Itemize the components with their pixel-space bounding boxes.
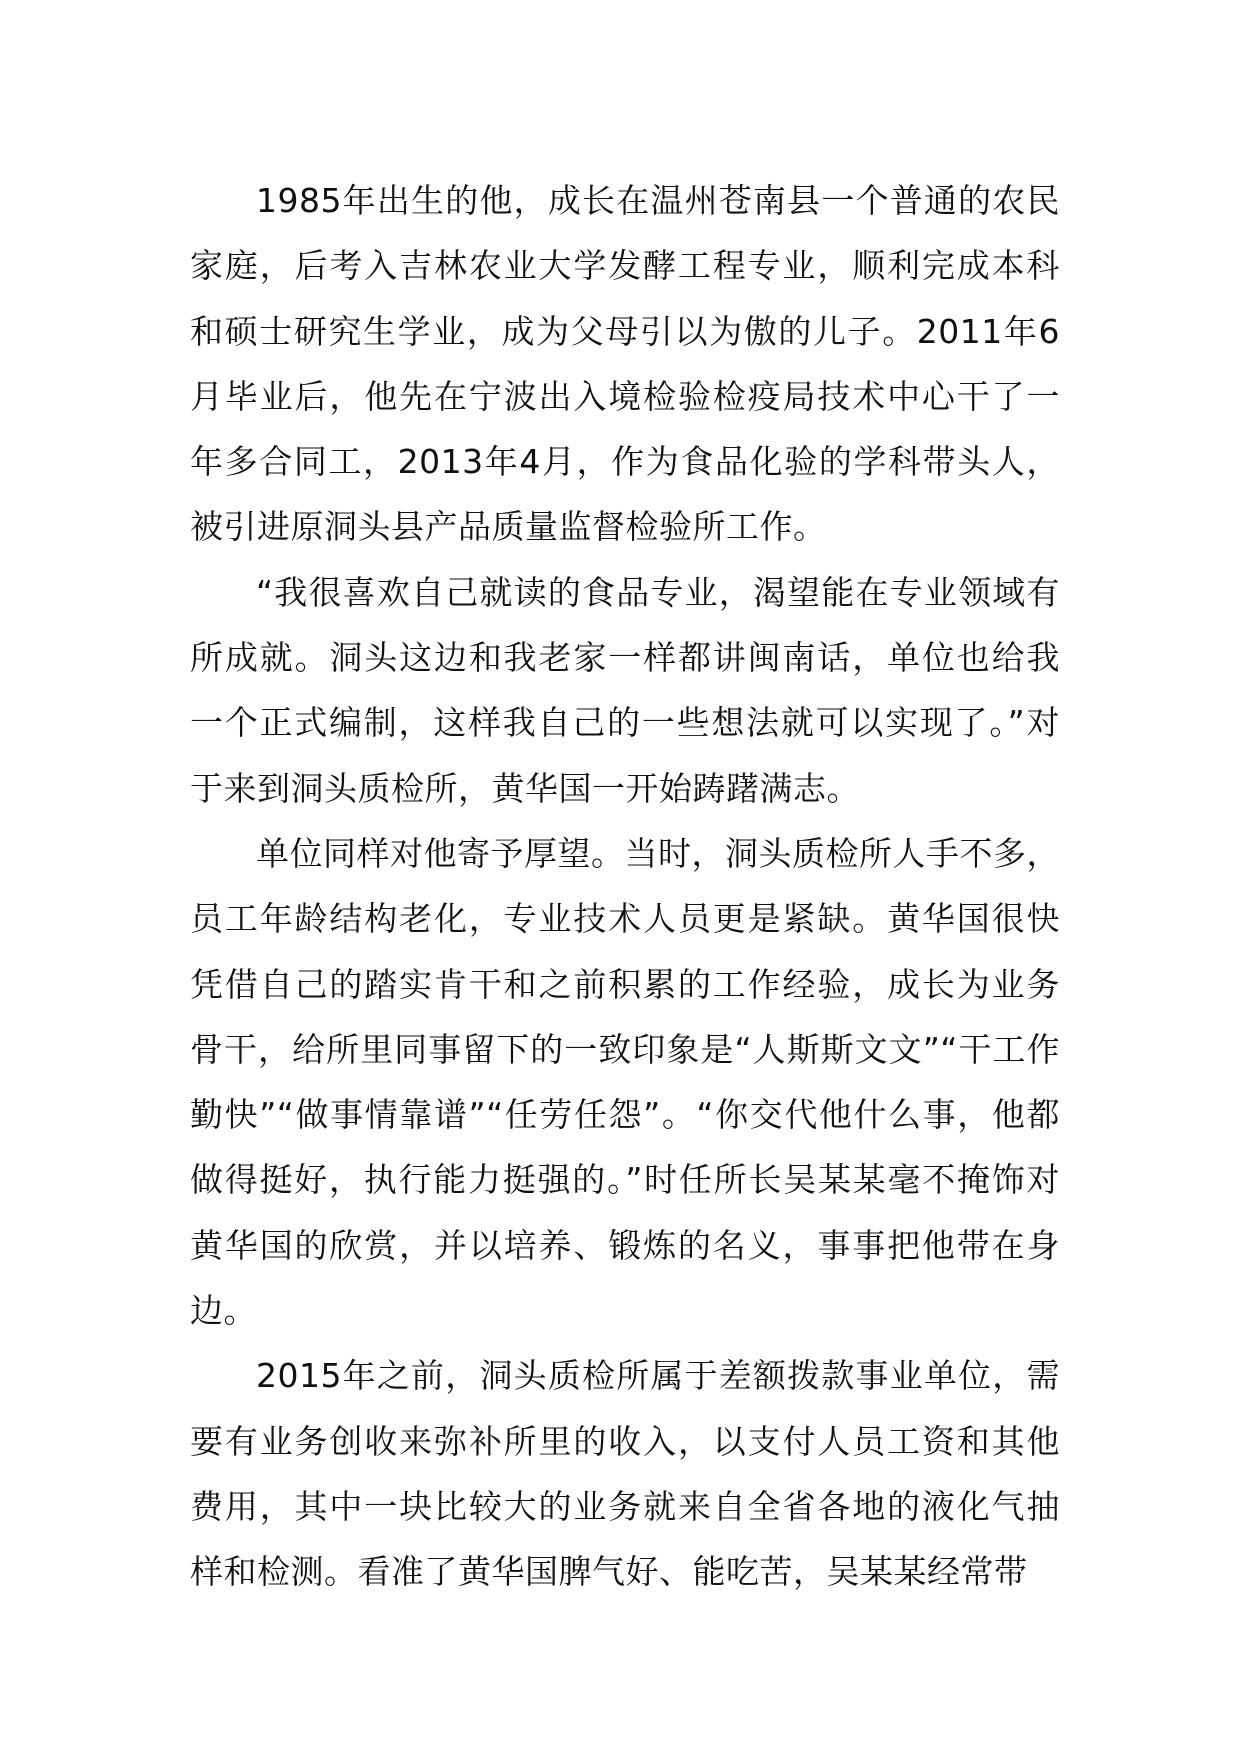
paragraph-1: 1985年出生的他，成长在温州苍南县一个普通的农民家庭，后考入吉林农业大学发酵工程专业，顺利完成本科和硕士研究生学业，成为父母引以为傲的儿子。2011年6月毕业后，他先在宁波出入境检验检疫局技术中心干了一年多合同工，2013年4月，作为食品化验的学科带头人，被引进原洞头县产品质量监督检验所工作。 (190, 181, 1060, 547)
article-body (190, 168, 1060, 1605)
paragraph-3: 单位同样对他寄予厚望。当时，洞头质检所人手不多，员工年龄结构老化，专业技术人员更是紧缺。黄华国很快凭借自己的踏实肯干和之前积累的工作经验，成长为业务骨干，给所里同事留下的一致印象是“人斯斯文文”“干工作勤快”“做事情靠谱”“任劳任怨”。“你交代他什么事，他都做得挺好，执行能力挺强的。”时任所长吴某某毫不掩饰对黄华国的欣赏，并以培养、锻炼的名义，事事把他带在身边。 (190, 833, 1060, 1331)
paragraph-4: 2015年之前，洞头质检所属于差额拨款事业单位，需要有业务创收来弥补所里的收入，以支付人员工资和其他费用，其中一块比较大的业务就来自全省各地的液化气抽样和检测。看准了黄华国脾气好、能吃苦，吴某某经常带 (190, 1356, 1060, 1592)
paragraph-2: “我很喜欢自己就读的食品专业，渴望能在专业领域有所成就。洞头这边和我老家一样都讲闽南话，单位也给我一个正式编制，这样我自己的一些想法就可以实现了。”对于来到洞头质检所，黄华国一开始踌躇满志。 (190, 572, 1060, 808)
